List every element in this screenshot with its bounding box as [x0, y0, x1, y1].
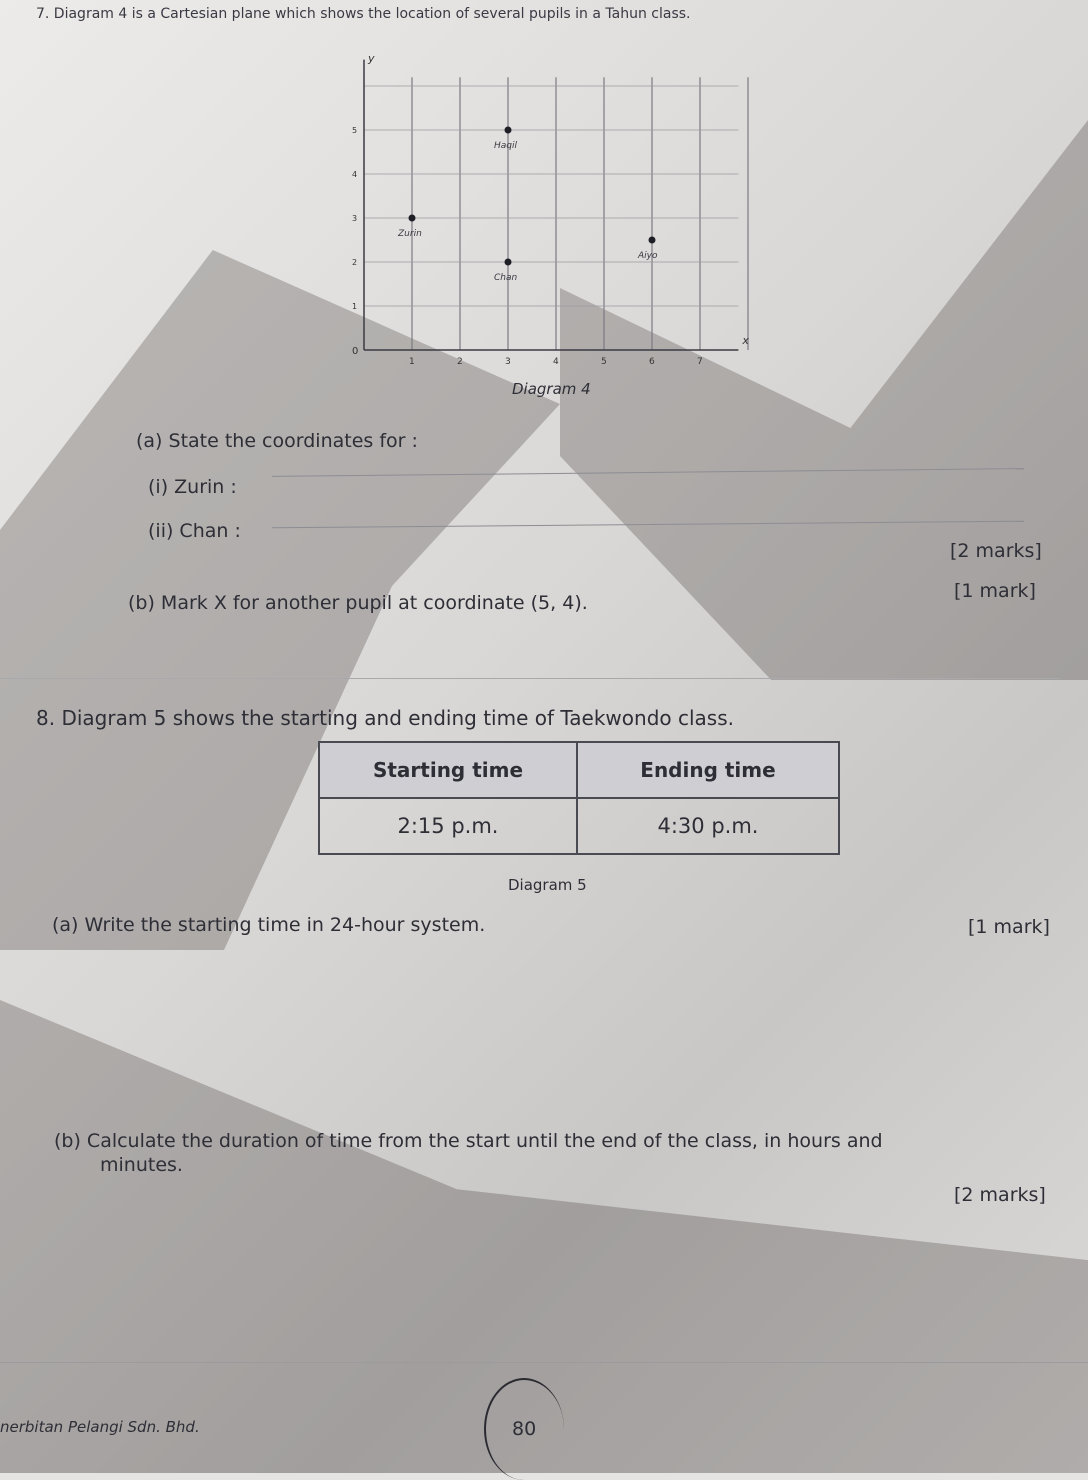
data-point	[505, 259, 512, 266]
y-tick-label: 1	[352, 302, 358, 311]
y-tick-label: 5	[352, 126, 358, 135]
header-ending-time: Ending time	[577, 742, 839, 798]
y-tick-label: 2	[352, 258, 358, 267]
page-number: 80	[512, 1418, 537, 1440]
y-tick-label: 4	[352, 170, 358, 179]
question-8a-marks: [1 mark]	[968, 916, 1050, 938]
header-starting-time: Starting time	[319, 742, 577, 798]
question-7a-marks: [2 marks]	[950, 540, 1042, 562]
question-7b-prompt: (b) Mark X for another pupil at coordinate (5, 4).	[128, 592, 588, 614]
axes	[364, 52, 749, 350]
data-point	[649, 237, 656, 244]
footer-divider	[0, 1362, 1088, 1363]
data-point	[505, 127, 512, 134]
cartesian-plane	[330, 51, 770, 380]
grid-lines	[364, 77, 748, 350]
y-axis-label: y	[368, 51, 375, 65]
diagram-5-caption: Diagram 5	[508, 876, 587, 894]
x-tick-label: 2	[457, 357, 463, 367]
question-8b-line1: (b) Calculate the duration of time from the start until the end of the class, in hours and	[54, 1130, 883, 1152]
x-tick-label: 1	[409, 357, 415, 367]
question-7a-i: (i) Zurin :	[148, 476, 237, 498]
question-8a: (a) Write the starting time in 24-hour system.	[52, 914, 486, 936]
publisher-name: nerbitan Pelangi Sdn. Bhd.	[0, 1418, 200, 1436]
data-point	[409, 215, 416, 222]
question-7a-ii: (ii) Chan :	[148, 520, 241, 542]
question-8-title: 8. Diagram 5 shows the starting and ending time of Taekwondo class.	[36, 706, 734, 730]
cell-starting-time: 2:15 p.m.	[319, 798, 577, 854]
origin-label: 0	[352, 346, 359, 357]
question-8b-marks: [2 marks]	[954, 1184, 1046, 1206]
data-point-label: Chan	[494, 273, 518, 283]
x-tick-label: 6	[649, 357, 655, 367]
data-point-label: Zurin	[398, 229, 422, 239]
question-7-title: 7. Diagram 4 is a Cartesian plane which shows the location of several pupils in a Tahun class.	[36, 6, 691, 22]
x-axis-label: x	[742, 334, 749, 347]
cell-ending-time: 4:30 p.m.	[577, 798, 839, 854]
data-point-label: Haqil	[494, 141, 517, 151]
taekwondo-time-table	[318, 741, 840, 855]
question-7b-marks: [1 mark]	[954, 580, 1036, 602]
question-8b-line2: minutes.	[100, 1154, 183, 1176]
diagram-4-caption: Diagram 4	[512, 380, 591, 398]
tick-labels	[352, 126, 703, 367]
question-7a-prompt: (a) State the coordinates for :	[136, 430, 418, 452]
x-tick-label: 5	[601, 357, 607, 367]
x-tick-label: 4	[553, 357, 559, 367]
x-tick-label: 3	[505, 357, 511, 367]
data-points	[397, 127, 658, 284]
data-point-label: Aiyo	[638, 251, 658, 261]
x-tick-label: 7	[697, 357, 703, 367]
section-divider	[0, 678, 1060, 679]
y-tick-label: 3	[352, 214, 358, 223]
